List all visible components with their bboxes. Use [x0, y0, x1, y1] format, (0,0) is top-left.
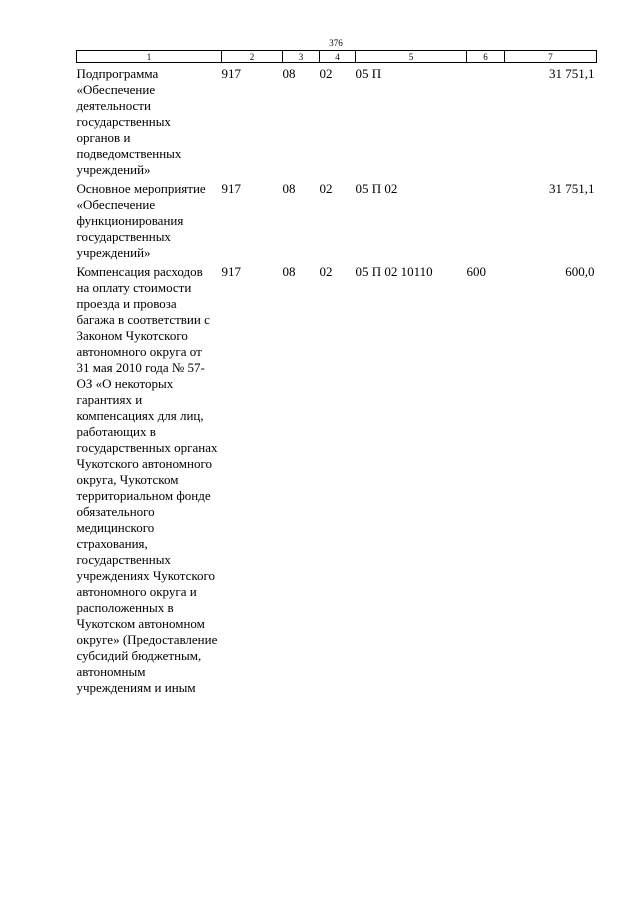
page-number: 376	[329, 38, 343, 48]
row-col-3: 08	[282, 66, 296, 81]
row-col-6	[467, 63, 505, 179]
row-amount: 31 751,1	[549, 181, 595, 196]
row-col-5: 05 П	[355, 66, 382, 81]
header-col-2: 2	[222, 51, 283, 63]
table-body	[77, 63, 597, 697]
row-col-6: 600	[466, 264, 486, 279]
row-col-6	[467, 178, 505, 261]
row-col-4: 02	[319, 66, 333, 81]
row-col-3: 08	[282, 181, 296, 196]
row-name: Подпрограмма «Обеспечение деятельности государственных органов и подведомственных учреждений»	[76, 66, 182, 177]
header-col-3: 3	[283, 51, 320, 63]
header-col-7: 7	[505, 51, 597, 63]
row-amount: 31 751,1	[549, 66, 595, 81]
row-col-2: 917	[221, 264, 241, 279]
row-col-2: 917	[221, 66, 241, 81]
row-name: Компенсация расходов на оплату стоимости проезда и провоза багажа в соответствии с Законом Чукотского автономного округа от 31 мая 2010 года № 57-ОЗ «О некоторых гарантиях и компенсациях для лиц, работающих в государственных органах Чукотского автономного округа, Чукотском территориальном фонде обязательного медицинского страхования, государственных учреждениях Чукотского автономного округа и расположенных в Чукотском автономном округе» (Предоставление субсидий бюджетным, автономным учреждениям и иным	[76, 264, 218, 695]
budget-table	[76, 50, 597, 696]
row-col-5: 05 П 02 10110	[355, 264, 433, 279]
table-row	[77, 261, 597, 696]
table-row	[77, 63, 597, 179]
header-row	[77, 51, 597, 63]
row-amount: 600,0	[565, 264, 595, 279]
table-header	[77, 51, 597, 63]
header-col-6: 6	[467, 51, 505, 63]
row-col-4: 02	[319, 181, 333, 196]
row-col-2: 917	[221, 181, 241, 196]
table-row	[77, 178, 597, 261]
header-col-5: 5	[356, 51, 467, 63]
row-col-3: 08	[282, 264, 296, 279]
header-col-4: 4	[320, 51, 356, 63]
row-col-5: 05 П 02	[355, 181, 398, 196]
row-name: Основное мероприятие «Обеспечение функционирования государственных учреждений»	[76, 181, 206, 260]
header-col-1: 1	[77, 51, 222, 63]
row-col-4: 02	[319, 264, 333, 279]
